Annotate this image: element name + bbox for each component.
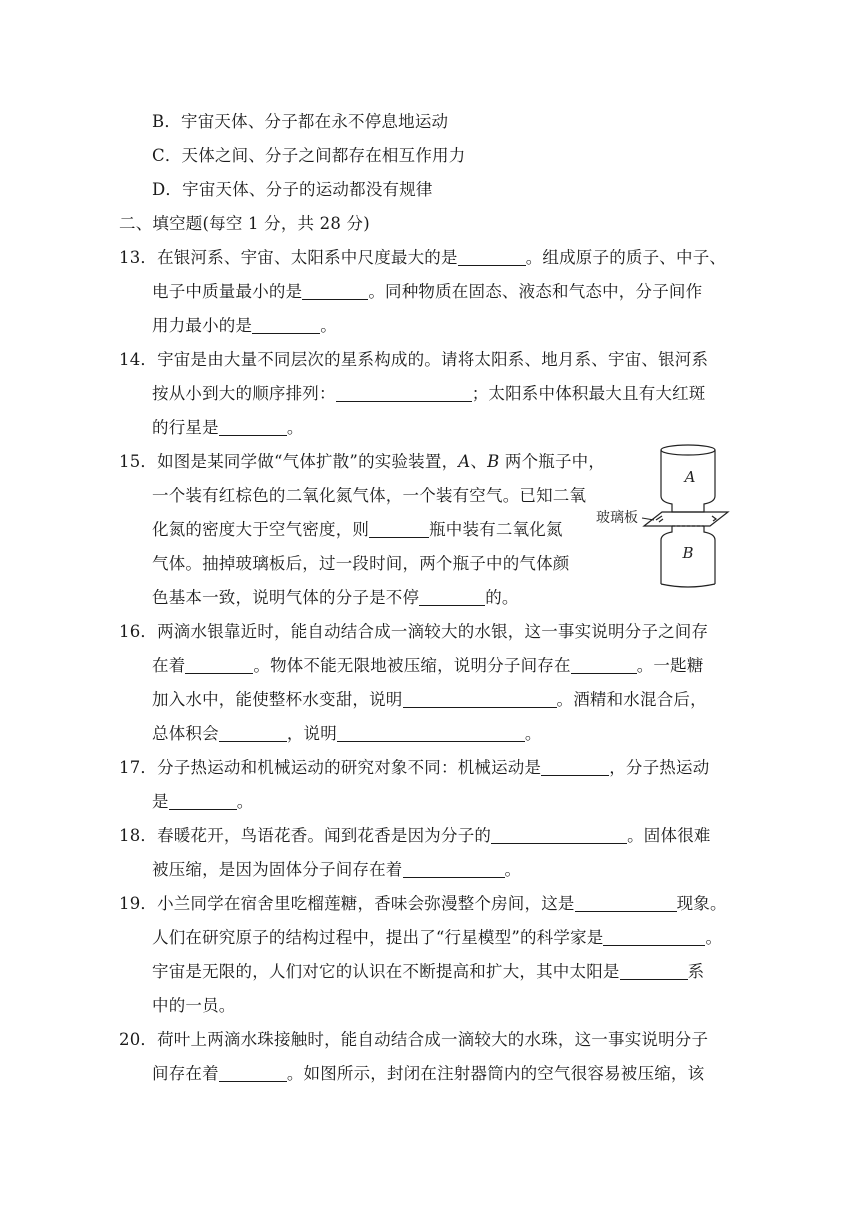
question-15-line-1 (119, 452, 605, 472)
answer-blank[interactable] (541, 759, 609, 776)
answer-blank[interactable] (302, 283, 368, 300)
question-14-line-1: 14．宇宙是由大量不同层次的星系构成的。请将太阳系、地月系、宇宙、银河系 (119, 350, 709, 369)
figure-label-b: B (682, 544, 694, 562)
question-18-text-c: 被压缩，是因为固体分子间存在着 (152, 860, 403, 879)
answer-blank[interactable] (403, 691, 557, 708)
answer-blank[interactable] (219, 725, 287, 742)
question-17-line-1 (119, 758, 709, 778)
question-18-line-2 (152, 860, 521, 880)
question-14-text-c: 的行星是 (152, 418, 219, 437)
question-16-text-b: 。物体不能无限地被压缩，说明分子间存在 (253, 656, 571, 675)
question-15-text-b: 两个瓶子中， (499, 452, 606, 471)
question-19-text-e: 宇宙是无限的，人们对它的认识在不断提高和扩大，其中太阳是 (152, 962, 620, 981)
question-17-text-a: 17．分子热运动和机械运动的研究对象不同：机械运动是 (119, 758, 542, 777)
question-20-text-b: 。如图所示，封闭在注射器筒内的空气很容易被压缩，该 (286, 1064, 705, 1083)
question-20-line-2 (152, 1064, 704, 1084)
question-16-text-g: ，说明 (286, 724, 337, 743)
answer-blank[interactable] (403, 861, 505, 878)
option-c: C．天体之间、分子之间都存在相互作用力 (152, 146, 466, 165)
answer-blank[interactable] (603, 929, 705, 946)
question-16-line-4 (152, 724, 542, 744)
answer-blank[interactable] (458, 249, 526, 266)
answer-blank[interactable] (185, 657, 253, 674)
bottle-a-ref: A (458, 452, 471, 471)
question-15-line-5 (152, 588, 519, 608)
question-18-line-1 (119, 826, 711, 846)
question-19-text-b: 现象。 (676, 894, 727, 913)
question-14-text-d: 。 (286, 418, 304, 437)
question-16-text-d: 加入水中，能使整杯水变甜，说明 (152, 690, 403, 709)
option-b: B．宇宙天体、分子都在永不停息地运动 (152, 112, 449, 131)
question-15-text-c: 化氮的密度大于空气密度，则 (152, 520, 370, 539)
question-19-line-4: 中的一员。 (152, 996, 236, 1015)
question-13-text-d: 。同种物质在固态、液态和气态中，分子间作 (368, 282, 703, 301)
option-d: D．宇宙天体、分子的运动都没有规律 (152, 180, 433, 199)
gas-diffusion-figure (596, 440, 736, 592)
question-19-line-3 (152, 962, 704, 982)
question-19-text-d: 。 (705, 928, 723, 947)
answer-blank[interactable] (369, 521, 429, 538)
separator: 、 (470, 452, 488, 471)
question-17-text-b: ，分子热运动 (609, 758, 710, 777)
question-13-line-3 (152, 316, 337, 336)
question-14-line-2 (152, 384, 706, 404)
answer-blank[interactable] (337, 725, 525, 742)
question-20-text-a: 间存在着 (152, 1064, 219, 1083)
answer-blank[interactable] (336, 385, 472, 402)
section-title: 二、填空题(每空 1 分，共 28 分) (119, 214, 370, 233)
question-16-text-h: 。 (524, 724, 542, 743)
question-16-text-a: 在着 (152, 656, 186, 675)
question-16-line-1: 16．两滴水银靠近时，能自动结合成一滴较大的水银，这一事实说明分子之间存 (119, 622, 709, 641)
question-19-text-f: 系 (687, 962, 705, 981)
answer-blank[interactable] (571, 657, 637, 674)
question-15-line-3 (152, 520, 563, 540)
question-13-text-a: 13．在银河系、宇宙、太阳系中尺度最大的是 (119, 248, 458, 267)
question-18-text-a: 18．春暖花开，鸟语花香。闻到花香是因为分子的 (119, 826, 492, 845)
question-17-text-d: 。 (236, 792, 254, 811)
question-19-line-1 (119, 894, 727, 914)
question-17-text-c: 是 (152, 792, 169, 811)
question-18-text-b: 。固体很难 (627, 826, 711, 845)
question-20-line-1: 20．荷叶上两滴水珠接触时，能自动结合成一滴较大的水珠，这一事实说明分子 (119, 1030, 709, 1049)
answer-blank[interactable] (419, 589, 485, 606)
question-15-text-e: 色基本一致，说明气体的分子是不停 (152, 588, 420, 607)
question-16-line-2 (152, 656, 704, 676)
answer-blank[interactable] (219, 419, 287, 436)
answer-blank[interactable] (491, 827, 627, 844)
question-13-text-b: 。组成原子的质子、中子、 (525, 248, 727, 267)
figure-label-plate: 玻璃板 (596, 510, 638, 526)
question-15-line-2: 一个装有红棕色的二氧化氮气体，一个装有空气。已知二氧 (152, 486, 587, 505)
question-17-line-2 (152, 792, 253, 812)
answer-blank[interactable] (620, 963, 688, 980)
answer-blank[interactable] (169, 793, 237, 810)
bottle-b-ref: B (487, 452, 500, 471)
question-13-line-2 (152, 282, 702, 302)
question-18-text-d: 。 (504, 860, 522, 879)
question-15-text-a: 15．如图是某同学做“气体扩散”的实验装置， (119, 452, 459, 471)
question-13-line-1 (119, 248, 732, 268)
question-19-text-a: 19．小兰同学在宿舍里吃榴莲糖，香味会弥漫整个房间，这是 (119, 894, 575, 913)
answer-blank[interactable] (252, 317, 320, 334)
question-15-line-4: 气体。抽掉玻璃板后，过一段时间，两个瓶子中的气体颜 (152, 554, 570, 573)
question-13-text-c: 电子中质量最小的是 (152, 282, 303, 301)
figure-label-a: A (684, 468, 696, 486)
answer-blank[interactable] (575, 895, 677, 912)
question-14-line-3 (152, 418, 304, 438)
question-19-line-2 (152, 928, 722, 948)
question-16-text-e: 。酒精和水混合后， (556, 690, 707, 709)
question-15-text-f: 的。 (485, 588, 519, 607)
question-15-text-d: 瓶中装有二氧化氮 (429, 520, 563, 539)
question-13-text-e: 用力最小的是 (152, 316, 253, 335)
question-19-text-c: 人们在研究原子的结构过程中，提出了“行星模型”的科学家是 (152, 928, 604, 947)
question-14-text-a: 按从小到大的顺序排列： (152, 384, 336, 403)
question-16-line-3 (152, 690, 707, 710)
question-13-text-f: 。 (320, 316, 337, 335)
answer-blank[interactable] (219, 1065, 287, 1082)
glass-plate-icon (644, 512, 728, 526)
question-16-text-c: 。一匙糖 (636, 656, 704, 675)
question-16-text-f: 总体积会 (152, 724, 219, 743)
question-14-text-b: ；太阳系中体积最大且有大红斑 (471, 384, 706, 403)
